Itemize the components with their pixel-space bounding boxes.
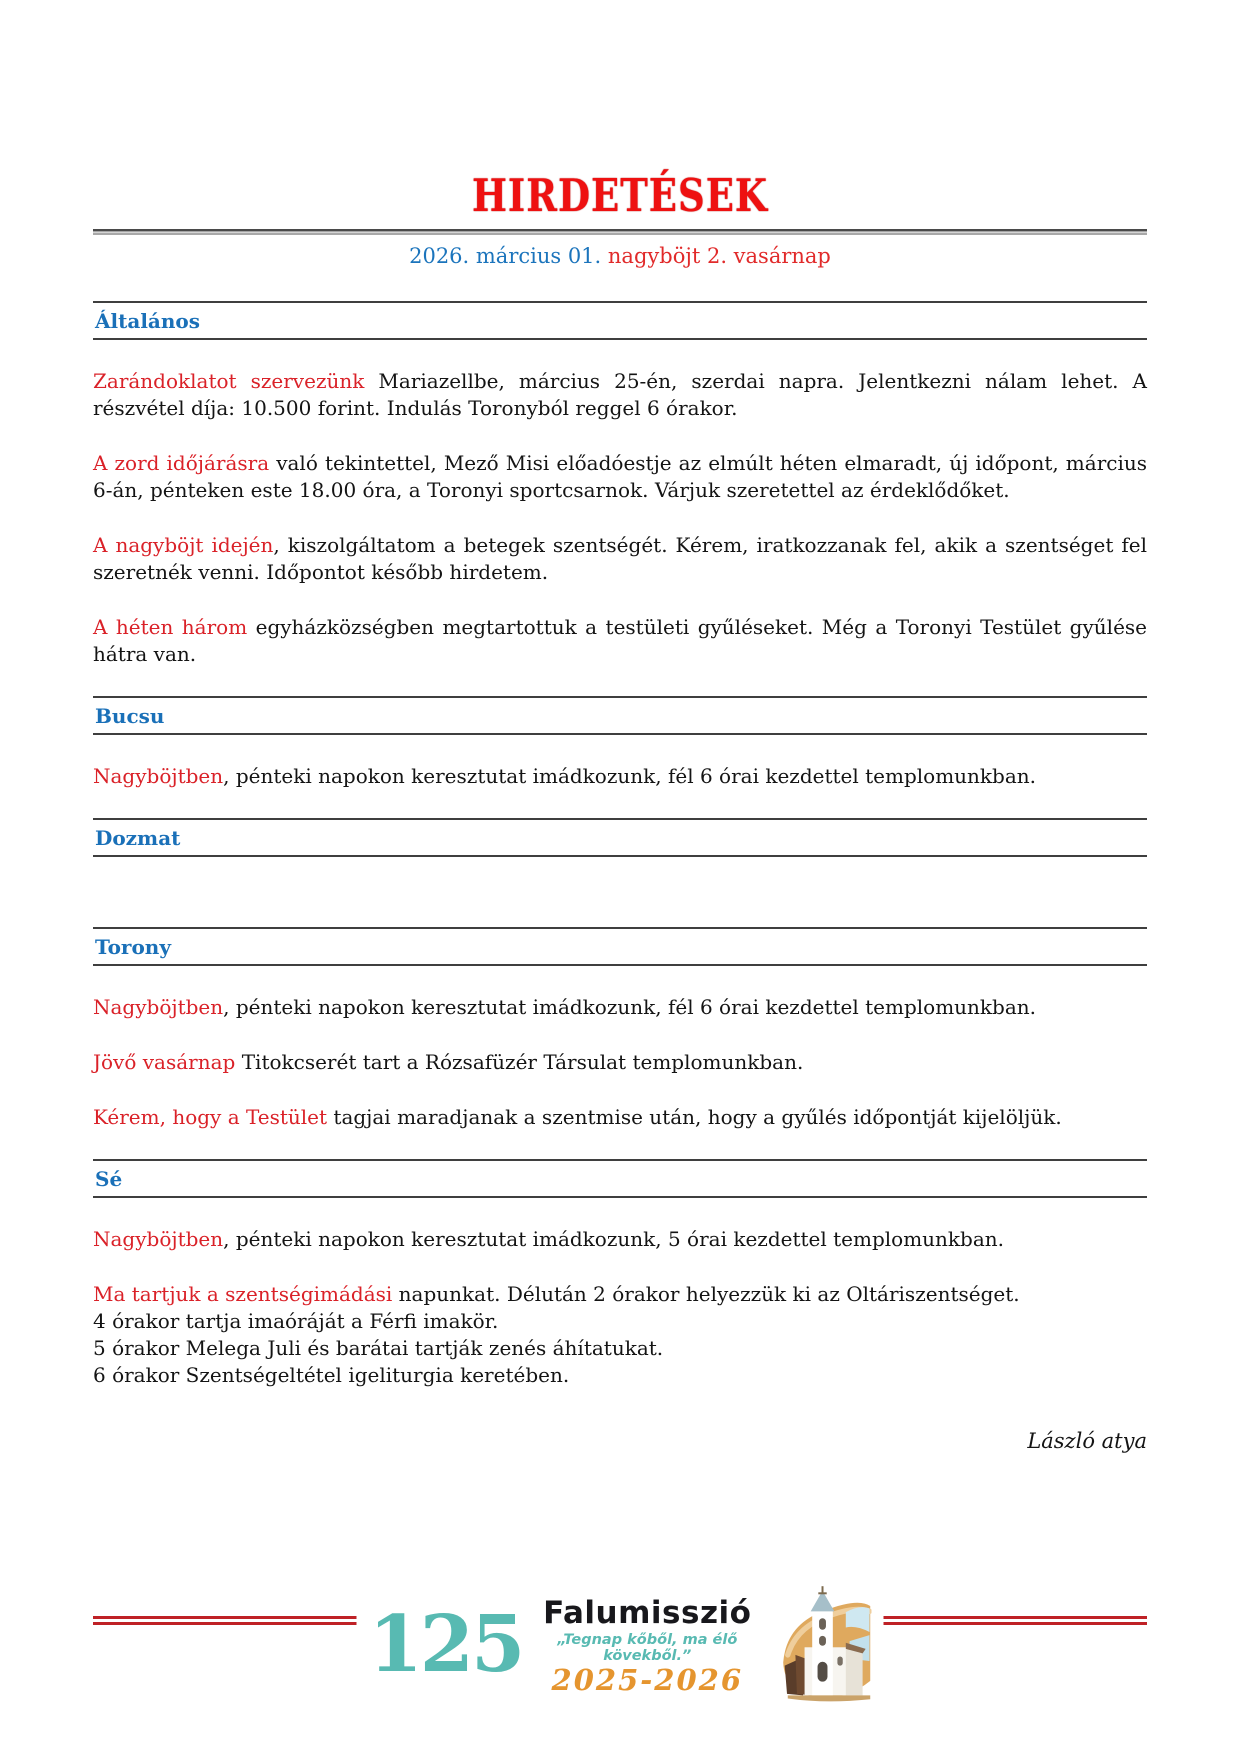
paragraph <box>93 368 1147 422</box>
paragraph-text: , pénteki napokon keresztutat imádkozunk, fél 6 órai kezdettel templomunkban. <box>223 995 1037 1019</box>
section <box>93 696 1147 790</box>
schedule-line: 6 órakor Szentségeltétel igeliturgia keretében. <box>93 1363 570 1387</box>
section-heading: Torony <box>93 927 1147 966</box>
section-heading: Dozmat <box>93 818 1147 857</box>
paragraph <box>93 994 1147 1021</box>
section-heading: Sé <box>93 1159 1147 1198</box>
section <box>93 927 1147 1131</box>
paragraph-text: való tekintettel, Mező Misi előadóestje az elmúlt héten elmaradt, új időpont, március 6-án, pénteken este 18.00 óra, a Toronyi sportcsarnok. Várjuk szeretettel az érdeklődőket. <box>93 451 1148 502</box>
church-icon <box>772 1576 871 1714</box>
section <box>93 1159 1147 1389</box>
announcement-sections <box>93 301 1147 1389</box>
falumisszio-logo <box>357 1576 884 1714</box>
paragraph <box>93 1104 1147 1131</box>
page-title: HIRDETÉSEK <box>471 168 769 222</box>
paragraph <box>93 1281 1147 1389</box>
paragraph-text: , kiszolgáltatom a betegek szentségét. Kérem, iratkozzanak fel, akik a szentséget fel szeretnék venni. Időpontot később hirdetem. <box>93 533 1147 584</box>
signature: László atya <box>1027 1429 1147 1453</box>
paragraph <box>93 450 1147 504</box>
brand-quote: „Tegnap kőből, ma élő kövekből.” <box>557 1631 738 1664</box>
anniversary-number: 125 <box>368 1598 523 1690</box>
paragraph-text: napunkat. Délután 2 órakor helyezzük ki az Oltáriszentséget. <box>392 1282 1020 1306</box>
section-heading: Általános <box>93 301 1147 340</box>
section-heading: Bucsu <box>93 696 1147 735</box>
paragraph-lead: Nagyböjtben <box>93 1227 224 1251</box>
schedule-line: 4 órakor tartja imaóráját a Férfi imakör. <box>93 1309 499 1333</box>
paragraph <box>93 1226 1147 1253</box>
paragraph-lead: A nagyböjt idején <box>93 533 274 557</box>
footer <box>93 1570 1147 1730</box>
paragraph-text: , pénteki napokon keresztutat imádkozunk, 5 órai kezdettel templomunkban. <box>223 1227 1005 1251</box>
occasion-text: nagyböjt 2. vasárnap <box>601 244 831 268</box>
date-line <box>93 244 1147 268</box>
logo-text-block <box>532 1595 762 1695</box>
paragraph <box>93 614 1147 668</box>
document-header <box>93 0 1147 222</box>
paragraph <box>93 763 1147 790</box>
paragraph-lead: A zord időjárásra <box>93 451 270 475</box>
schedule-line: 5 órakor Melega Juli és barátai tartják zenés áhítatukat. <box>93 1336 664 1360</box>
paragraph-lead: Kérem, hogy a Testület <box>93 1105 328 1129</box>
brand-name: Falumisszió <box>543 1595 752 1631</box>
empty-section-space <box>93 857 1147 903</box>
date-text: 2026. március 01. <box>409 244 602 268</box>
section <box>93 818 1147 903</box>
paragraph-lead: Ma tartjuk a szentségimádási <box>93 1282 393 1306</box>
paragraph-lead: Nagyböjtben <box>93 764 224 788</box>
paragraph-lead: A héten három <box>93 615 248 639</box>
paragraph-lead: Nagyböjtben <box>93 995 224 1019</box>
paragraph <box>93 1049 1147 1076</box>
title-divider <box>93 229 1147 235</box>
paragraph <box>93 532 1147 586</box>
section <box>93 301 1147 668</box>
paragraph-lead: Zarándoklatot szervezünk <box>93 369 365 393</box>
paragraph-text: tagjai maradjanak a szentmise után, hogy a gyűlés időpontját kijelöljük. <box>327 1105 1062 1129</box>
paragraph-text: egyházközségben megtartottuk a testületi gyűléseket. Még a Toronyi Testület gyűlése hátra van. <box>93 615 1147 666</box>
paragraph-text: , pénteki napokon keresztutat imádkozunk, fél 6 órai kezdettel templomunkban. <box>223 764 1037 788</box>
paragraph-text: Titokcserét tart a Rózsafüzér Társulat templomunkban. <box>235 1050 804 1074</box>
paragraph-text: Mariazellbe, március 25-én, szerdai napra. Jelentkezni nálam lehet. A részvétel díja: 10.500 forint. Indulás Toronyból reggel 6 órakor. <box>93 369 1147 420</box>
brand-years: 2025-2026 <box>551 1662 744 1697</box>
paragraph-lead: Jövő vasárnap <box>93 1050 236 1074</box>
